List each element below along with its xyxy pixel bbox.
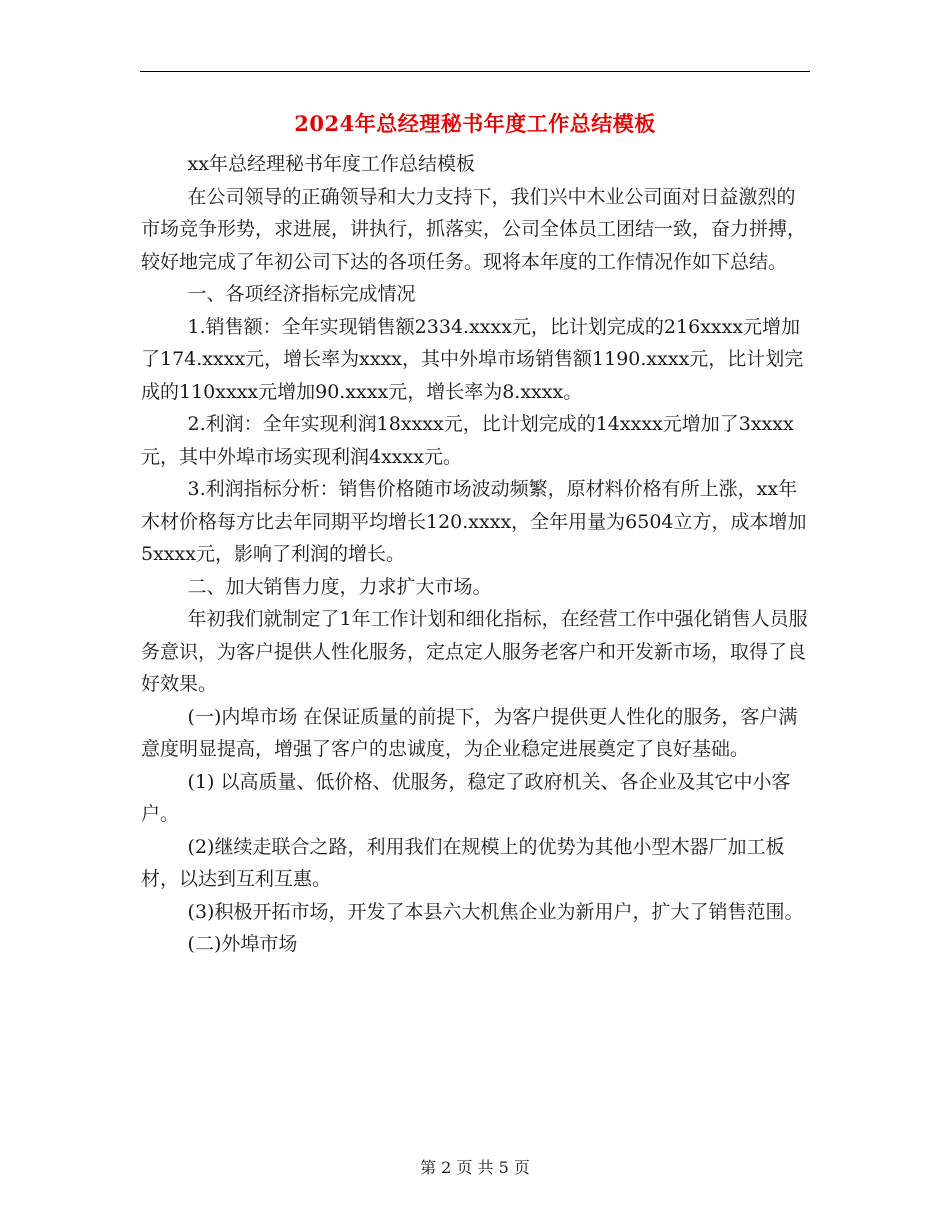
list-item-1: (1) 以高质量、低价格、优服务，稳定了政府机关、各企业及其它中小客户。: [141, 770, 791, 825]
paragraph-profit-analysis: 3.利润指标分析：销售价格随市场波动频繁，原材料价格有所上涨，xx年木材价格每方比去年同期平均增长120.xxxx，全年用量为6504立方，成本增加5xxxx元，影响了利润的增长。: [141, 478, 807, 565]
paragraph-profit: 2.利润：全年实现利润18xxxx元，比计划完成的14xxxx元增加了3xxxx元，其中外埠市场实现利润4xxxx元。: [141, 413, 794, 468]
paragraph-subtitle: xx年总经理秘书年度工作总结模板: [187, 153, 475, 175]
document-body: [141, 148, 813, 961]
paragraph-local-market: (一)内埠市场 在保证质量的前提下，为客户提供更人性化的服务，客户满意度明显提高，增强了客户的忠诚度，为企业稳定进展奠定了良好基础。: [141, 705, 798, 760]
document-title: 2024年总经理秘书年度工作总结模板: [294, 111, 656, 136]
section-heading-2: 二、加大销售力度，力求扩大市场。: [187, 575, 492, 598]
list-item-3: (3)积极开拓市场，开发了本县六大机焦企业为新用户，扩大了销售范围。: [187, 900, 804, 923]
section-heading-1: 一、各项经济指标完成情况: [187, 283, 416, 305]
list-item-2: (2)继续走联合之路，利用我们在规模上的优势为其他小型木器厂加工板材，以达到互利互惠。: [141, 835, 785, 890]
paragraph-plan: 年初我们就制定了1年工作计划和细化指标，在经营工作中强化销售人员服务意识，为客户提供人性化服务，定点定人服务老客户和开发新市场，取得了良好效果。: [141, 608, 808, 695]
paragraph-sales: 1.销售额：全年实现销售额2334.xxxx元，比计划完成的216xxxx元增加了174.xxxx元，增长率为xxxx，其中外埠市场销售额1190.xxxx元，比计划完成的110xxxx元增加90.xxxx元，增长率为8.xxxx。: [141, 315, 804, 403]
header-rule: [140, 71, 810, 72]
page-number-footer: 第 2 页 共 5 页: [420, 1158, 530, 1177]
paragraph-intro: 在公司领导的正确领导和大力支持下，我们兴中木业公司面对日益激烈的市场竞争形势，求进展，讲执行，抓落实，公司全体员工团结一致，奋力拼搏，较好地完成了年初公司下达的各项任务。现将本年度的工作情况作如下总结。: [141, 185, 807, 273]
subheading-external-market: (二)外埠市场: [187, 933, 298, 955]
